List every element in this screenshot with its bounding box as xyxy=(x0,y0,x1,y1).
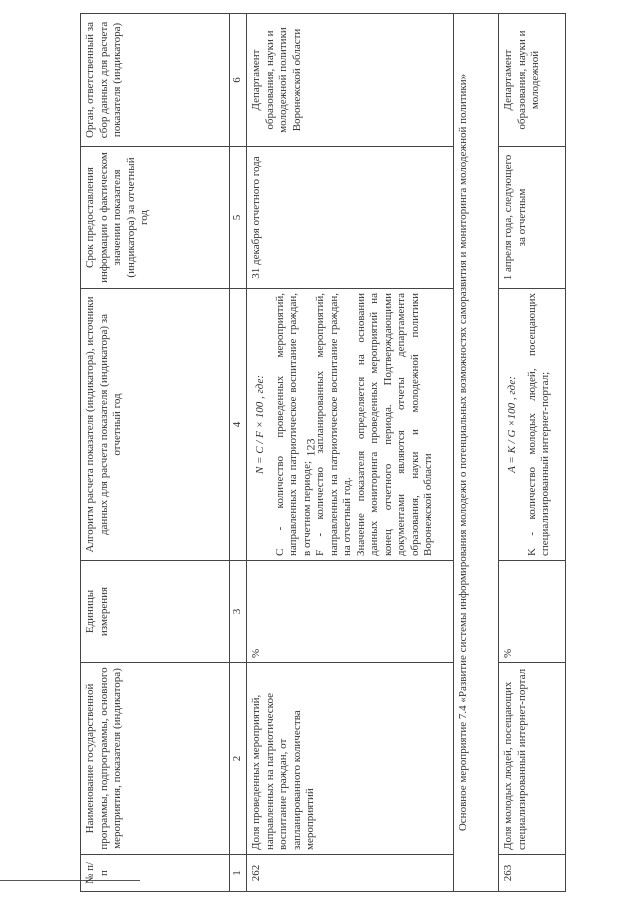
header-name: Наименование государственной программы, подпрограммы, основного мероприятия, показателя (индикатора) xyxy=(81,663,230,855)
column-number: 2 xyxy=(230,663,247,855)
responsible-body: Департамент образования, науки и молодежной политики Воронежской области xyxy=(247,14,454,147)
row-number: 263 xyxy=(499,855,566,892)
header-algorithm: Алгоритм расчета показателя (индикатора), источники данных для расчета показателя (индикатора) за отчетный год xyxy=(81,289,230,561)
column-number: 5 xyxy=(230,147,247,289)
header-number: № п/п xyxy=(81,855,230,892)
algorithm-cell xyxy=(499,289,566,561)
algorithm-text: Значение показателя определяется на основании данных мониторинга проведенных мероприятий на конец отчетного периода. Подтверждающими документами являются отчеты департамента образования, науки и молодежной политики Воронежской области xyxy=(354,293,434,556)
column-number: 6 xyxy=(230,14,247,147)
column-number: 4 xyxy=(230,289,247,561)
column-number: 3 xyxy=(230,561,247,663)
deadline: 31 декабря отчетного года xyxy=(247,147,454,289)
indicator-name: Доля проведенных мероприятий, направленных на патриотическое воспитание граждан, от запланированного количества мероприятий xyxy=(247,663,454,855)
indicator-name: Доля молодых людей, посещающих специализированный интернет-портал xyxy=(499,663,566,855)
section-row xyxy=(454,14,499,892)
responsible-body: Департамент образования, науки и молодежной xyxy=(499,14,566,147)
header-unit: Единицы измерения xyxy=(81,561,230,663)
algorithm-cell xyxy=(247,289,454,561)
formula: A = K / G ×100 , где: xyxy=(506,376,518,473)
rotated-table-sheet xyxy=(80,14,551,892)
deadline: 1 апреля года, следующего за отчетным xyxy=(499,147,566,289)
header-responsible: Орган, ответственный за сбор данных для расчета показателя (индикатора) xyxy=(81,14,230,147)
unit: % xyxy=(247,561,454,663)
page-number: 123 xyxy=(303,438,318,457)
column-number-row xyxy=(230,14,247,892)
algorithm-text: F - количество запланированных мероприятий, направленных на патриотическое воспитание граждан, на отчетный год. xyxy=(314,293,353,556)
section-title: Основное мероприятие 7.4 «Развитие системы информирования молодежи о потенциальных возможностях саморазвития и мониторинга молодежной политики» xyxy=(454,14,499,892)
header-row xyxy=(81,14,230,892)
row-number: 262 xyxy=(247,855,454,892)
formula: N = C / F × 100 , где: xyxy=(254,374,266,475)
header-deadline: Срок предоставления информации о фактическом значении показателя (индикатора) за отчетный год xyxy=(81,147,230,289)
algorithm-text: K - количество молодых людей, посещающих специализированный интернет-портал; xyxy=(525,293,551,556)
table-row xyxy=(247,14,454,892)
table-row xyxy=(499,14,566,892)
unit: % xyxy=(499,561,566,663)
algorithm-text: C - количество проведенных мероприятий, направленных на патриотическое воспитание граждан, в отчетном периоде; xyxy=(273,293,313,556)
column-number: 1 xyxy=(230,855,247,892)
indicator-table xyxy=(80,13,566,892)
